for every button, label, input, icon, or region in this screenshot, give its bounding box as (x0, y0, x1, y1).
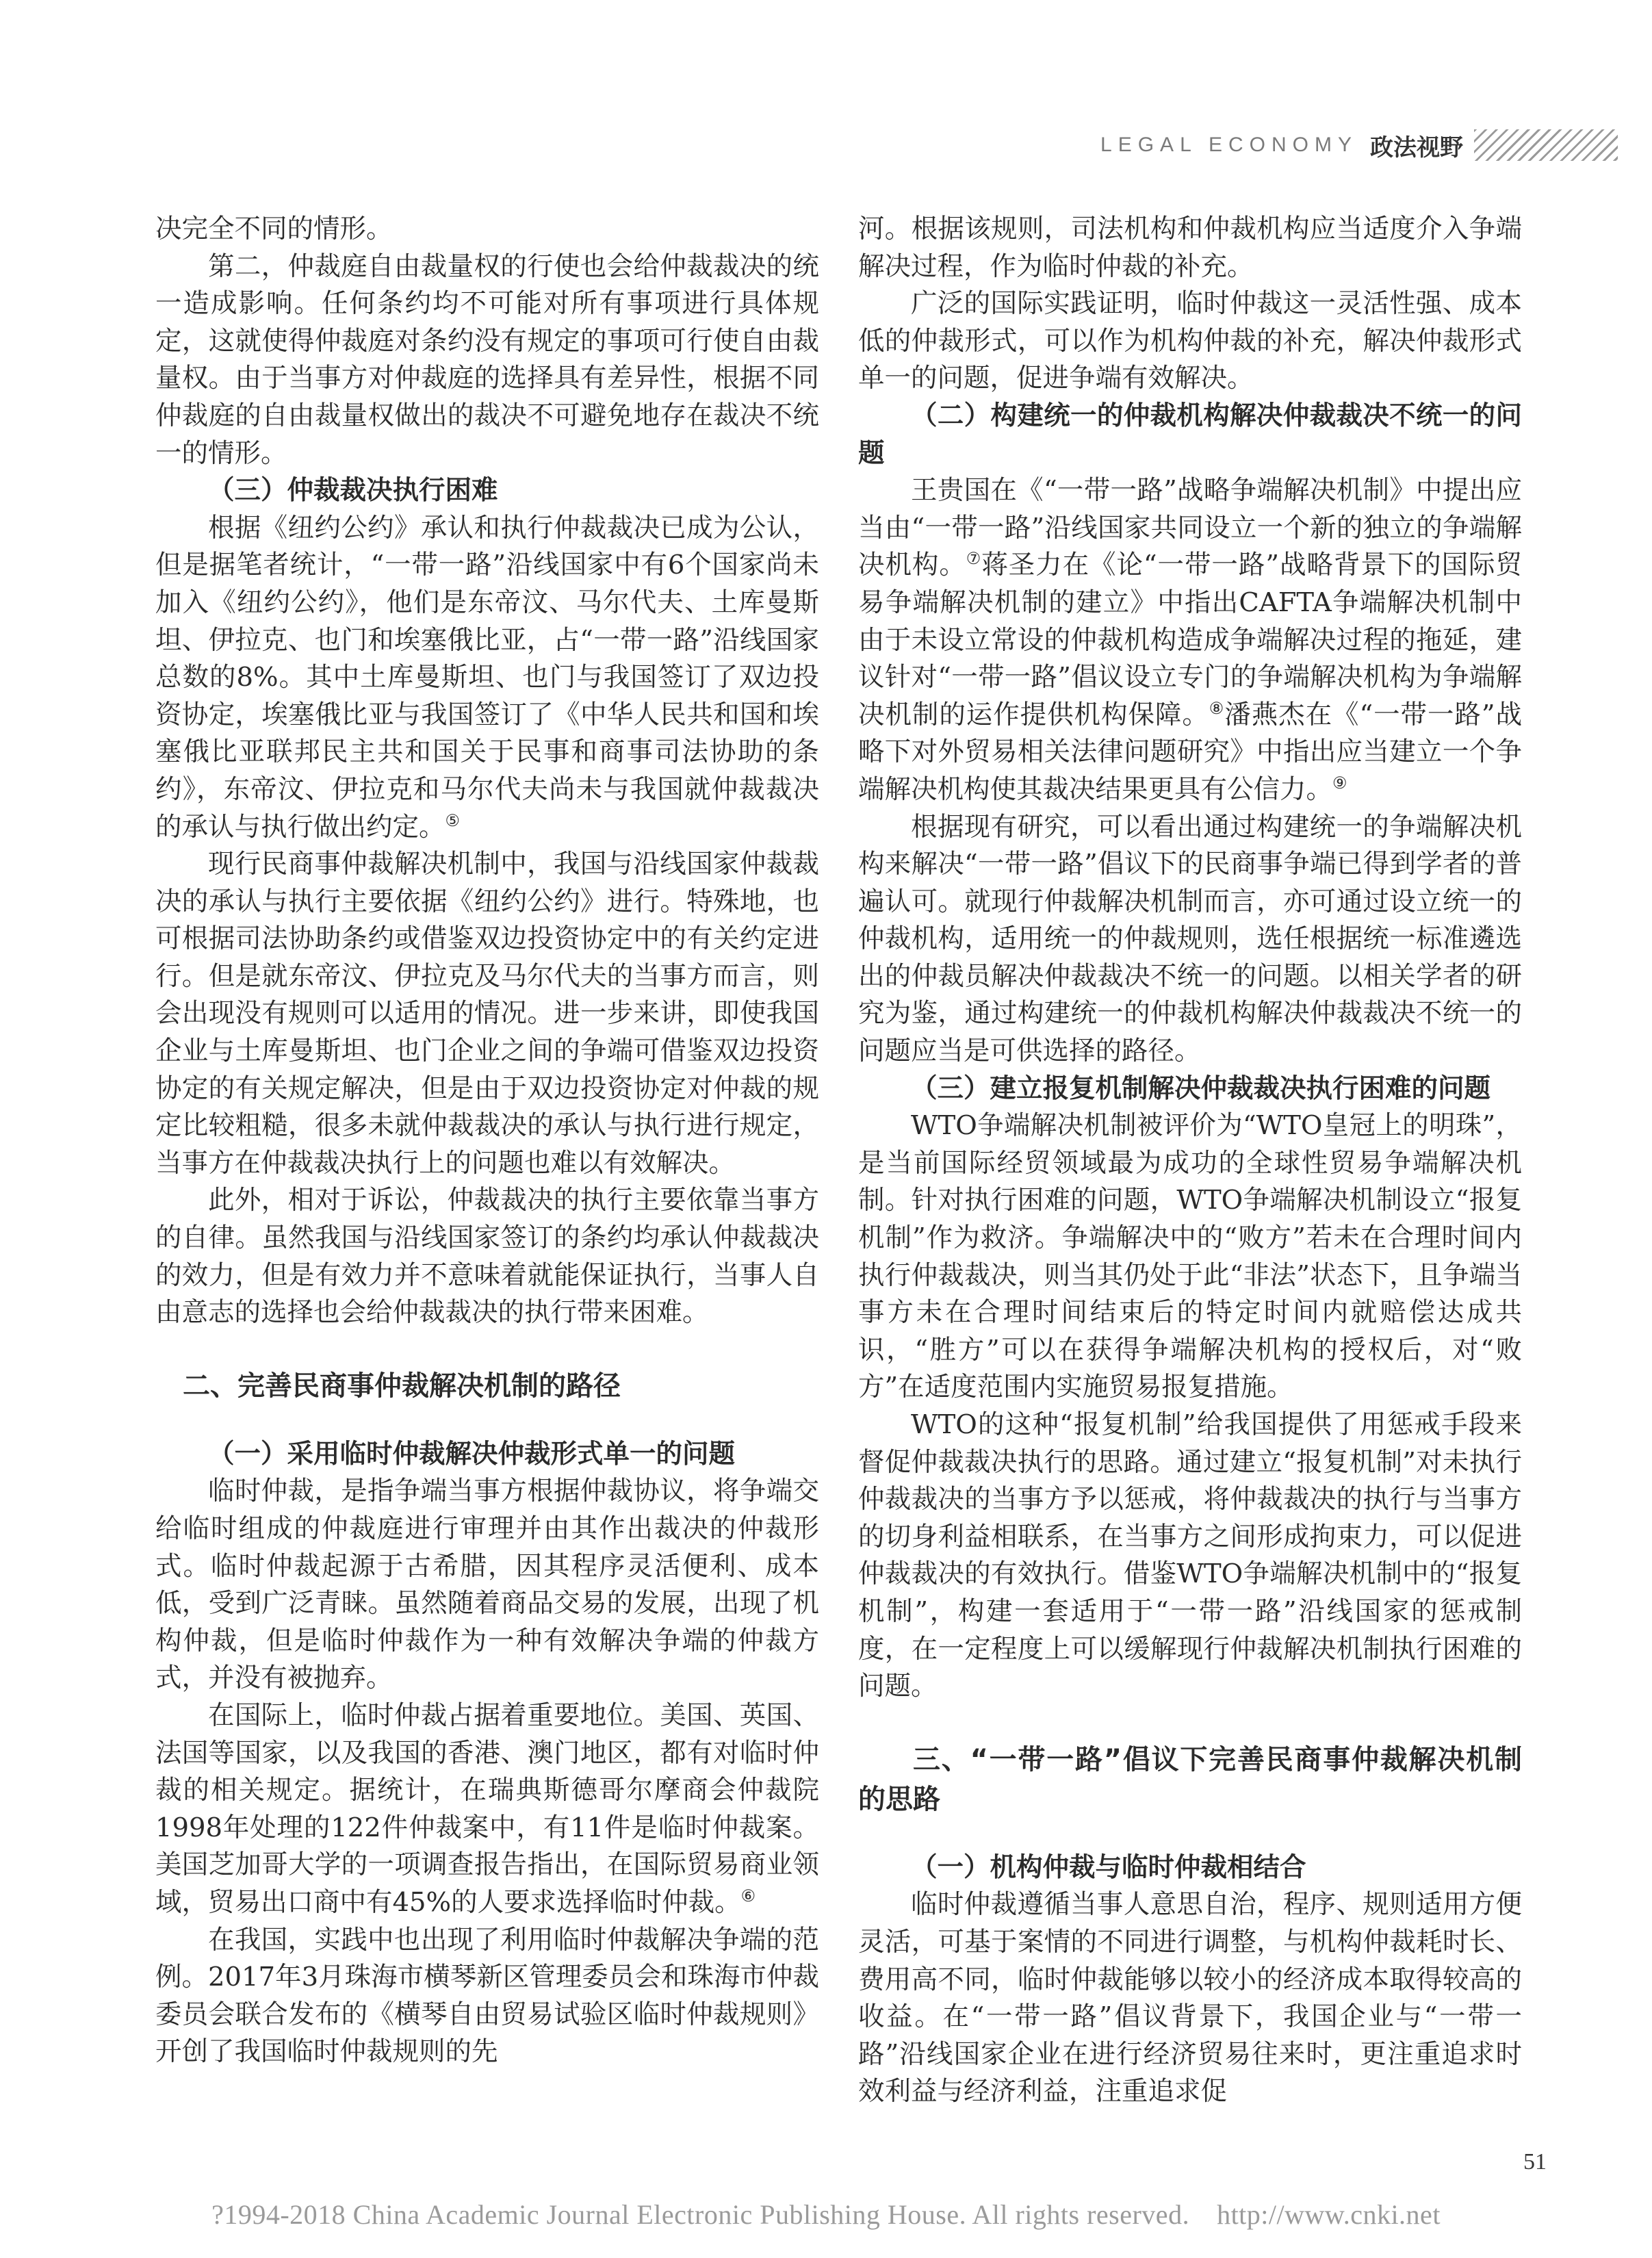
paragraph: 此外，相对于诉讼，仲裁裁决的执行主要依靠当事方的自律。虽然我国与沿线国家签订的条约均承认仲裁裁决的效力，但是有效力并不意味着就能保证执行，当事人自由意志的选择也会给仲裁裁决的执行带来困难。 (155, 1185, 819, 1329)
footnote-marker: ⑦ (966, 549, 982, 569)
paragraph: WTO的这种“报复机制”给我国提供了用惩戒手段来督促仲裁裁决执行的思路。通过建立“报复机制”对未执行仲裁裁决的当事方予以惩戒，将仲裁裁决的执行与当事方的切身利益相联系，在当事方之间形成拘束力，可以促进仲裁裁决的有效执行。借鉴WTO争端解决机制中的“报复机制”，构建一套适用于“一带一路”沿线国家的惩戒制度，在一定程度上可以缓解现行仲裁解决机制执行困难的问题。 (858, 1409, 1522, 1702)
footnote-marker: ⑨ (1332, 773, 1347, 793)
footnote-marker: ⑥ (740, 1886, 756, 1906)
paragraph: 临时仲裁，是指争端当事方根据仲裁协议，将争端交给临时组成的仲裁庭进行审理并由其作出裁决的仲裁形式。临时仲裁起源于古希腊，因其程序灵活便利、成本低，受到广泛青睐。虽然随着商品交易的发展，出现了机构仲裁，但是临时仲裁作为一种有效解决争端的仲裁方式，并没有被抛弃。 (155, 1476, 819, 1694)
paragraph: 河。根据该规则，司法机构和仲裁机构应当适度介入争端解决过程，作为临时仲裁的补充。 (858, 214, 1522, 282)
paragraph: 广泛的国际实践证明，临时仲裁这一灵活性强、成本低的仲裁形式，可以作为机构仲裁的补充，解决仲裁形式单一的问题，促进争端有效解决。 (858, 288, 1522, 394)
copyright-footer (0, 2198, 1652, 2231)
paragraph: 在国际上，临时仲裁占据着重要地位。美国、英国、法国等国家，以及我国的香港、澳门地区，都有对临时仲裁的相关规定。据统计，在瑞典斯德哥尔摩商会仲裁院1998年处理的122件仲裁案中，有11件是临时仲裁案。美国芝加哥大学的一项调查报告指出，在国际贸易商业领域，贸易出口商中有45%的人要求选择临时仲裁。⑥ (155, 1699, 819, 1918)
paragraph: 决完全不同的情形。 (155, 214, 393, 244)
paragraph: 临时仲裁遵循当事人意思自治，程序、规则适用方便灵活，可基于案情的不同进行调整，与机构仲裁耗时长、费用高不同，临时仲裁能够以较小的经济成本取得较高的收益。在“一带一路”倡议背景下，我国企业与“一带一路”沿线国家企业在进行经济贸易往来时，更注重追求时效利益与经济利益，注重追求促 (858, 1889, 1522, 2107)
left-column (155, 211, 819, 2071)
subsection-heading: （一）机构仲裁与临时仲裁相结合 (911, 1851, 1306, 1883)
right-column (858, 211, 1522, 2111)
subsection-heading: （一）采用临时仲裁解决仲裁形式单一的问题 (208, 1438, 736, 1470)
copyright-text: ?1994-2018 China Academic Journal Electronic Publishing House. All rights reserved. (211, 2199, 1190, 2230)
section-heading: 三、“一带一路”倡议下完善民商事仲裁解决机制的思路 (858, 1743, 1522, 1815)
subsection-heading: （二）构建统一的仲裁机构解决仲裁裁决不统一的问题 (858, 400, 1522, 469)
paragraph: 王贵国在《“一带一路”战略争端解决机制》中提出应当由“一带一路”沿线国家共同设立一个新的独立的争端解决机构。⑦蒋圣力在《论“一带一路”战略背景下的国际贸易争端解决机制的建立》中指出CAFTA争端解决机制中由于未设立常设的仲裁机构造成争端解决过程的拖延，建议针对“一带一路”倡议设立专门的争端解决机构为争端解决机制的运作提供机构保障。⑧潘燕杰在《“一带一路”战略下对外贸易相关法律问题研究》中指出应当建立一个争端解决机构使其裁决结果更具有公信力。⑨ (858, 475, 1522, 805)
paragraph: 在我国，实践中也出现了利用临时仲裁解决争端的范例。2017年3月珠海市横琴新区管理委员会和珠海市仲裁委员会联合发布的《横琴自由贸易试验区临时仲裁规则》开创了我国临时仲裁规则的先 (155, 1924, 819, 2068)
paragraph: 根据《纽约公约》承认和执行仲裁裁决已成为公认，但是据笔者统计，“一带一路”沿线国家中有6个国家尚未加入《纽约公约》，他们是东帝汶、马尔代夫、土库曼斯坦、伊拉克、也门和埃塞俄比亚，占“一带一路”沿线国家总数的8%。其中土库曼斯坦、也门与我国签订了双边投资协定，埃塞俄比亚与我国签订了《中华人民共和国和埃塞俄比亚联邦民主共和国关于民事和商事司法协助的条约》，东帝汶、伊拉克和马尔代夫尚未与我国就仲裁裁决的承认与执行做出约定。⑤ (155, 512, 819, 843)
page-number: 51 (1523, 2149, 1547, 2174)
subsection-heading: （三）建立报复机制解决仲裁裁决执行困难的问题 (911, 1073, 1491, 1104)
paragraph: 现行民商事仲裁解决机制中，我国与沿线国家仲裁裁决的承认与执行主要依据《纽约公约》进行。特殊地，也可根据司法协助条约或借鉴双边投资协定中的有关约定进行。但是就东帝汶、伊拉克及马尔代夫的当事方而言，则会出现没有规则可以适用的情况。进一步来讲，即使我国企业与土库曼斯坦、也门企业之间的争端可借鉴双边投资协定的有关规定解决，但是由于双边投资协定对仲裁的规定比较粗糙，很多未就仲裁裁决的承认与执行进行规定，当事方在仲裁裁决执行上的问题也难以有效解决。 (155, 849, 819, 1179)
running-header (1100, 129, 1618, 162)
footnote-marker: ⑧ (1209, 698, 1225, 718)
footer-url[interactable]: http://www.cnki.net (1217, 2199, 1441, 2230)
paragraph: WTO争端解决机制被评价为“WTO皇冠上的明珠”，是当前国际经贸领域最为成功的全球性贸易争端解决机制。针对执行困难的问题，WTO争端解决机制设立“报复机制”作为救济。争端解决中的“败方”若未在合理时间内执行仲裁裁决，则当其仍处于此“非法”状态下，且争端当事方未在合理时间结束后的特定时间内就赔偿达成共识，“胜方”可以在获得争端解决机构的授权后，对“败方”在适度范围内实施贸易报复措施。 (858, 1110, 1522, 1403)
subsection-heading: （三）仲裁裁决执行困难 (208, 475, 498, 506)
journal-title-en: LEGAL ECONOMY (1100, 133, 1358, 156)
paragraph: 第二，仲裁庭自由裁量权的行使也会给仲裁裁决的统一造成影响。任何条约均不可能对所有事项进行具体规定，这就使得仲裁庭对条约没有规定的事项可行使自由裁量权。由于当事方对仲裁庭的选择具有差异性，根据不同仲裁庭的自由裁量权做出的裁决不可避免地存在裁决不统一的情形。 (155, 251, 819, 469)
section-heading: 二、完善民商事仲裁解决机制的路径 (183, 1370, 621, 1402)
footnote-marker: ⑤ (445, 810, 461, 830)
header-hatch-decoration (1474, 129, 1618, 161)
journal-section-zh: 政法视野 (1370, 133, 1463, 162)
paragraph: 根据现有研究，可以看出通过构建统一的争端解决机构来解决“一带一路”倡议下的民商事争端已得到学者的普遍认可。就现行仲裁解决机制而言，亦可通过设立统一的仲裁机构，适用统一的仲裁规则，选任根据统一标准遴选出的仲裁员解决仲裁裁决不统一的问题。以相关学者的研究为鉴，通过构建统一的仲裁机构解决仲裁裁决不统一的问题应当是可供选择的路径。 (858, 811, 1522, 1067)
